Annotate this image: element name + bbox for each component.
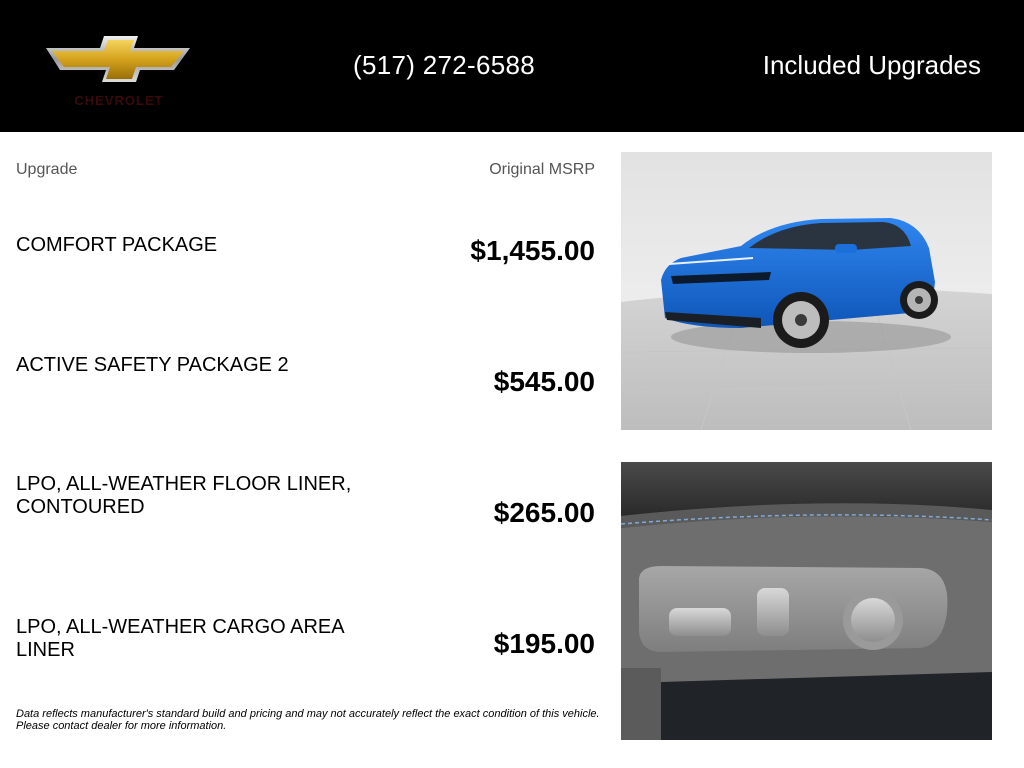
bowtie-icon bbox=[44, 34, 194, 114]
upgrade-name: LPO, ALL-WEATHER CARGO AREA LINER bbox=[16, 616, 344, 661]
page-title: Included Upgrades bbox=[762, 50, 981, 80]
pricing-disclaimer: Data reflects manufacturer's standard build and pricing and may not accurately reflect the exact condition of this vehicle. Please contact dealer for more information. bbox=[16, 708, 600, 732]
dealer-phone-link[interactable]: (517) 272-6588 bbox=[353, 50, 535, 80]
upgrade-name: ACTIVE SAFETY PACKAGE 2 bbox=[16, 354, 289, 376]
brand-wordmark: CHEVROLET bbox=[74, 93, 164, 108]
column-header-msrp: Original MSRP bbox=[489, 161, 595, 178]
upgrade-name: LPO, ALL-WEATHER FLOOR LINER, CONTOURED bbox=[16, 473, 352, 518]
upgrade-price: $195.00 bbox=[493, 628, 595, 659]
vehicle-photo bbox=[621, 152, 992, 430]
column-header-upgrade: Upgrade bbox=[16, 161, 78, 178]
interior-photo bbox=[621, 462, 992, 740]
chevrolet-logo[interactable] bbox=[44, 34, 194, 114]
header-bar bbox=[0, 0, 1024, 132]
upgrade-price: $545.00 bbox=[493, 366, 595, 397]
upgrade-name: COMFORT PACKAGE bbox=[16, 234, 218, 256]
upgrade-price: $1,455.00 bbox=[470, 235, 595, 266]
upgrade-price: $265.00 bbox=[493, 497, 595, 528]
